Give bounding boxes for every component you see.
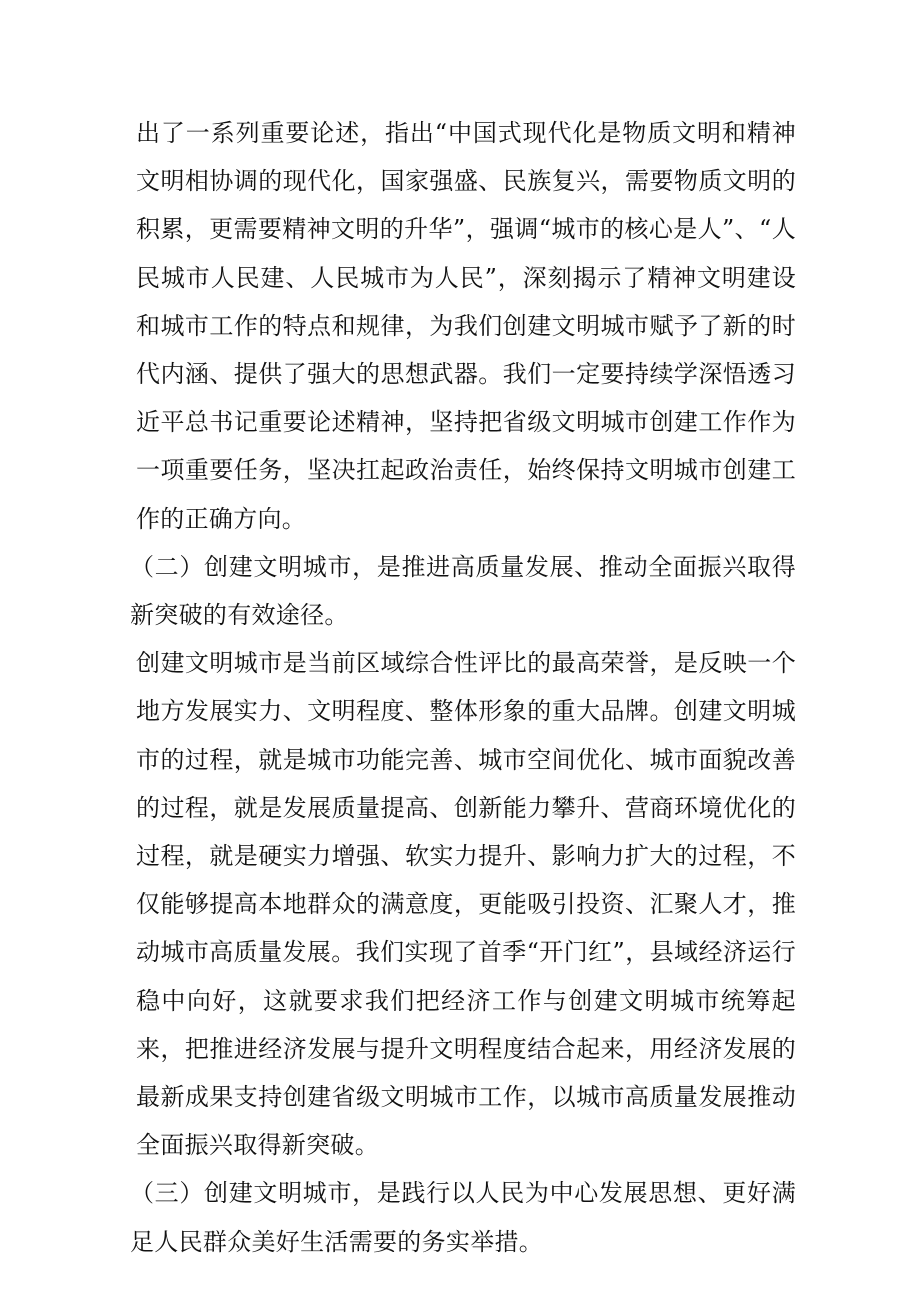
document-body <box>130 109 796 1266</box>
section-heading-3: （三）创建文明城市，是践行以人民为中心发展思想、更好满足人民群众美好生活需要的务实举措。 <box>130 1179 796 1256</box>
body-paragraph: 出了一系列重要论述，指出“中国式现代化是物质文明和精神文明相协调的现代化，国家强盛、民族复兴，需要物质文明的积累，更需要精神文明的升华”，强调“城市的核心是人”、“人民城市人民建、人民城市为人民”，深刻揭示了精神文明建设和城市工作的特点和规律，为我们创建文明城市赋予了新的时代内涵、提供了强大的思想武器。我们一定要持续学深悟透习近平总书记重要论述精神，坚持把省级文明城市创建工作作为一项重要任务，坚决扛起政治责任，始终保持文明城市创建工作的正确方向。 <box>136 119 796 533</box>
body-paragraph: 创建文明城市是当前区域综合性评比的最高荣誉，是反映一个地方发展实力、文明程度、整体形象的重大品牌。创建文明城市的过程，就是城市功能完善、城市空间优化、城市面貌改善的过程，就是发展质量提高、创新能力攀升、营商环境优化的过程，就是硬实力增强、软实力提升、影响力扩大的过程，不仅能够提高本地群众的满意度，更能吸引投资、汇聚人才，推动城市高质量发展。我们实现了首季“开门红”，县域经济运行稳中向好，这就要求我们把经济工作与创建文明城市统筹起来，把推进经济发展与提升文明程度结合起来，用经济发展的最新成果支持创建省级文明城市工作，以城市高质量发展推动全面振兴取得新突破。 <box>136 649 796 1160</box>
section-heading-2: （二）创建文明城市，是推进高质量发展、推动全面振兴取得新突破的有效途径。 <box>130 552 796 630</box>
